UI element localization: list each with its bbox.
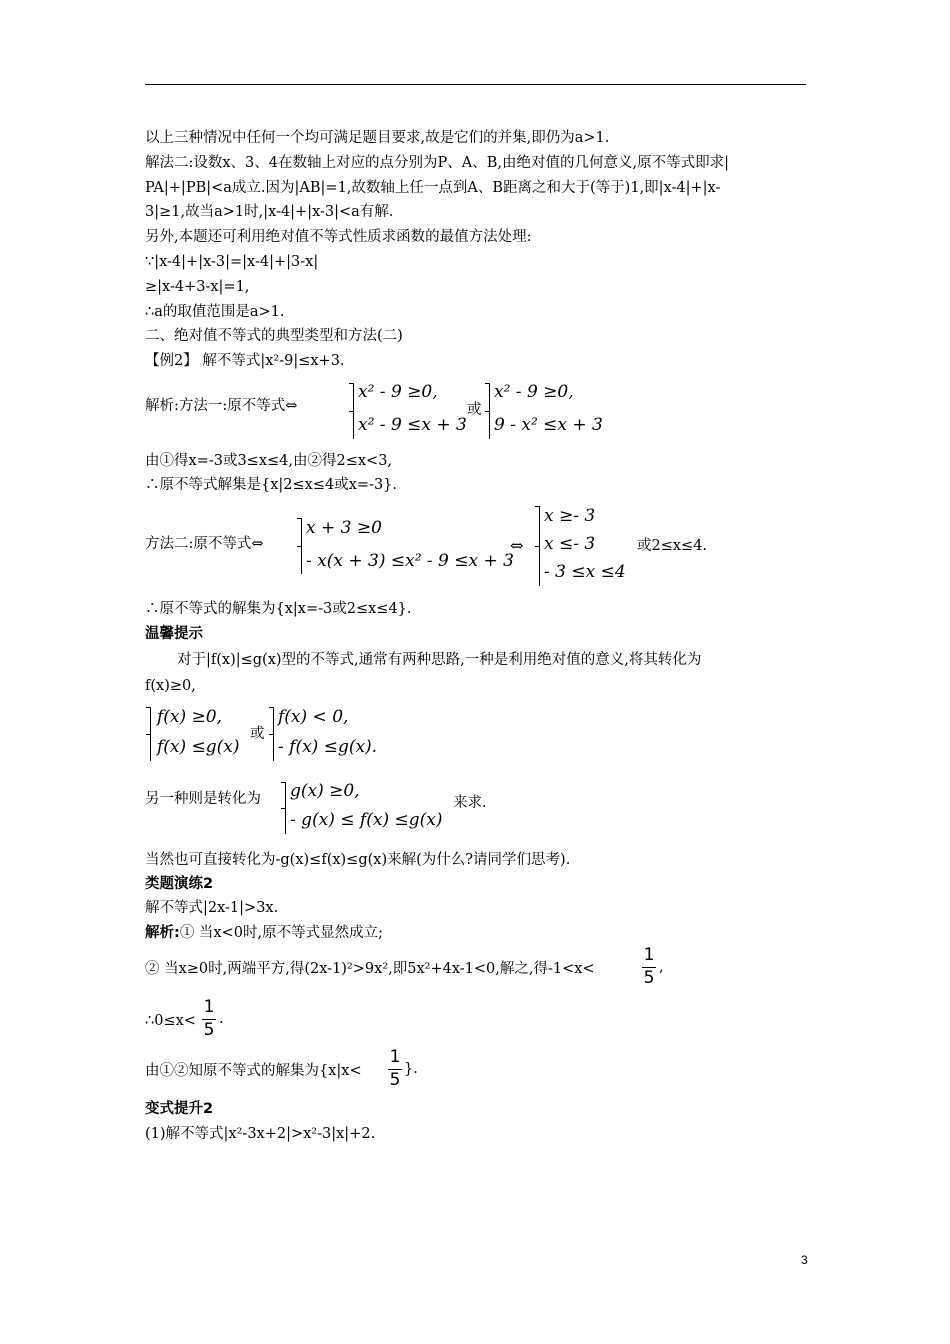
fraction-bar	[388, 1069, 402, 1070]
text-span: ① 当x<0时,原不等式显然成立;	[179, 925, 383, 941]
text-line: (1)解不等式|x²-3x+2|>x²-3|x|+2.	[145, 1126, 376, 1142]
text-line	[145, 923, 383, 943]
fraction-numerator: 1	[643, 945, 655, 965]
upgrade-heading: 变式提升2	[145, 1101, 214, 1117]
page-number: 3	[801, 1253, 808, 1267]
text-line: }.	[404, 1061, 418, 1077]
text-line: 对于|f(x)|≤g(x)型的不等式,通常有两种思路,一种是利用绝对值的意义,将其转化为	[177, 652, 702, 668]
text-line: 另一种则是转化为	[145, 791, 261, 807]
text-line: PA|+|PB|<a成立.因为|AB|=1,故数轴上任一点到A、B距离之和大于(等于)1,即|x-4|+|x-	[145, 180, 721, 196]
equation-row: x + 3 ≥0	[306, 518, 382, 538]
text-line: 由①得x=-3或3≤x≤4,由②得2≤x<3,	[145, 453, 393, 469]
system-brace	[273, 707, 274, 761]
fraction-numerator: 1	[389, 1047, 401, 1067]
text-line: f(x)≥0,	[145, 678, 196, 694]
equation-row: - f(x) ≤g(x).	[278, 737, 378, 757]
iff-symbol: ⇔	[510, 536, 524, 555]
equation-row: x ≥- 3	[544, 506, 596, 526]
system-brace	[150, 707, 151, 761]
text-line: 当然也可直接转化为-g(x)≤f(x)≤g(x)来解(为什么?请同学们思考).	[145, 852, 571, 868]
text-line: 或2≤x≤4.	[637, 538, 708, 554]
equation-row: x² - 9 ≤x + 3	[358, 415, 467, 435]
method-two-label: 方法二:原不等式⇔	[145, 536, 264, 552]
system-brace	[301, 518, 302, 574]
fraction	[642, 945, 656, 988]
text-line: .	[219, 1011, 224, 1027]
system-brace	[285, 782, 286, 834]
fraction-bar	[202, 1019, 216, 1020]
tip-heading: 温馨提示	[145, 626, 203, 642]
fraction	[202, 997, 216, 1040]
equation-row: x² - 9 ≥0,	[358, 382, 438, 402]
or-word: 或	[250, 726, 265, 742]
fraction-denominator: 5	[203, 1020, 215, 1040]
text-line: ∵|x-4|+|x-3|=|x-4|+|3-x|	[145, 254, 319, 270]
equation-row: f(x) ≥0,	[157, 707, 223, 727]
fraction-denominator: 5	[643, 968, 655, 988]
text-line: 解不等式|2x-1|>3x.	[145, 900, 279, 916]
equation-row: x² - 9 ≥0,	[494, 382, 574, 402]
practice-heading: 类题演练2	[145, 876, 214, 892]
example-title: 【例2】 解不等式|x²-9|≤x+3.	[145, 353, 345, 369]
text-line: 解法二:设数x、3、4在数轴上对应的点分别为P、A、B,由绝对值的几何意义,原不等式即求|	[145, 155, 729, 171]
equation-row: x ≤- 3	[544, 534, 596, 554]
system-brace	[489, 383, 490, 439]
text-line: ≥|x-4+3-x|=1,	[145, 279, 250, 295]
text-line: 另外,本题还可利用绝对值不等式性质求函数的最值方法处理:	[145, 229, 532, 245]
fraction	[388, 1047, 402, 1090]
text-line: ② 当x≥0时,两端平方,得(2x-1)²>9x²,即5x²+4x-1<0,解之,得-1<x<	[145, 961, 595, 977]
equation-row: - 3 ≤x ≤4	[544, 562, 626, 582]
or-word: 或	[467, 402, 482, 418]
equation-row: f(x) < 0,	[278, 707, 349, 727]
fraction-numerator: 1	[203, 997, 215, 1017]
text-line: ,	[659, 959, 664, 975]
text-line: 以上三种情况中任何一个均可满足题目要求,故是它们的并集,即仍为a>1.	[145, 130, 610, 146]
header-rule	[145, 84, 806, 85]
analysis-label: 解析:	[145, 925, 180, 941]
fraction-bar	[642, 967, 656, 968]
section-heading: 二、绝对值不等式的典型类型和方法(二)	[145, 328, 403, 344]
equation-row: f(x) ≤g(x)	[157, 737, 240, 757]
system-brace	[353, 383, 354, 439]
text-line: 由①②知原不等式的解集为{x|x<	[145, 1063, 362, 1079]
text-line: 来求.	[453, 795, 487, 811]
equation-row: 9 - x² ≤x + 3	[494, 415, 603, 435]
text-line: ∴原不等式的解集为{x|x=-3或2≤x≤4}.	[145, 601, 412, 617]
fraction-denominator: 5	[389, 1070, 401, 1090]
equation-row: - x(x + 3) ≤x² - 9 ≤x + 3	[306, 551, 514, 571]
text-line: ∴原不等式解集是{x|2≤x≤4或x=-3}.	[145, 477, 398, 493]
method-one-label: 解析:方法一:原不等式⇔	[145, 398, 298, 414]
system-brace	[539, 506, 540, 586]
text-line: ∴a的取值范围是a>1.	[145, 304, 285, 320]
equation-row: - g(x) ≤ f(x) ≤g(x)	[290, 810, 443, 830]
text-line: 3|≥1,故当a>1时,|x-4|+|x-3|<a有解.	[145, 204, 394, 220]
equation-row: g(x) ≥0,	[290, 781, 360, 801]
text-line: ∴0≤x<	[145, 1013, 196, 1029]
